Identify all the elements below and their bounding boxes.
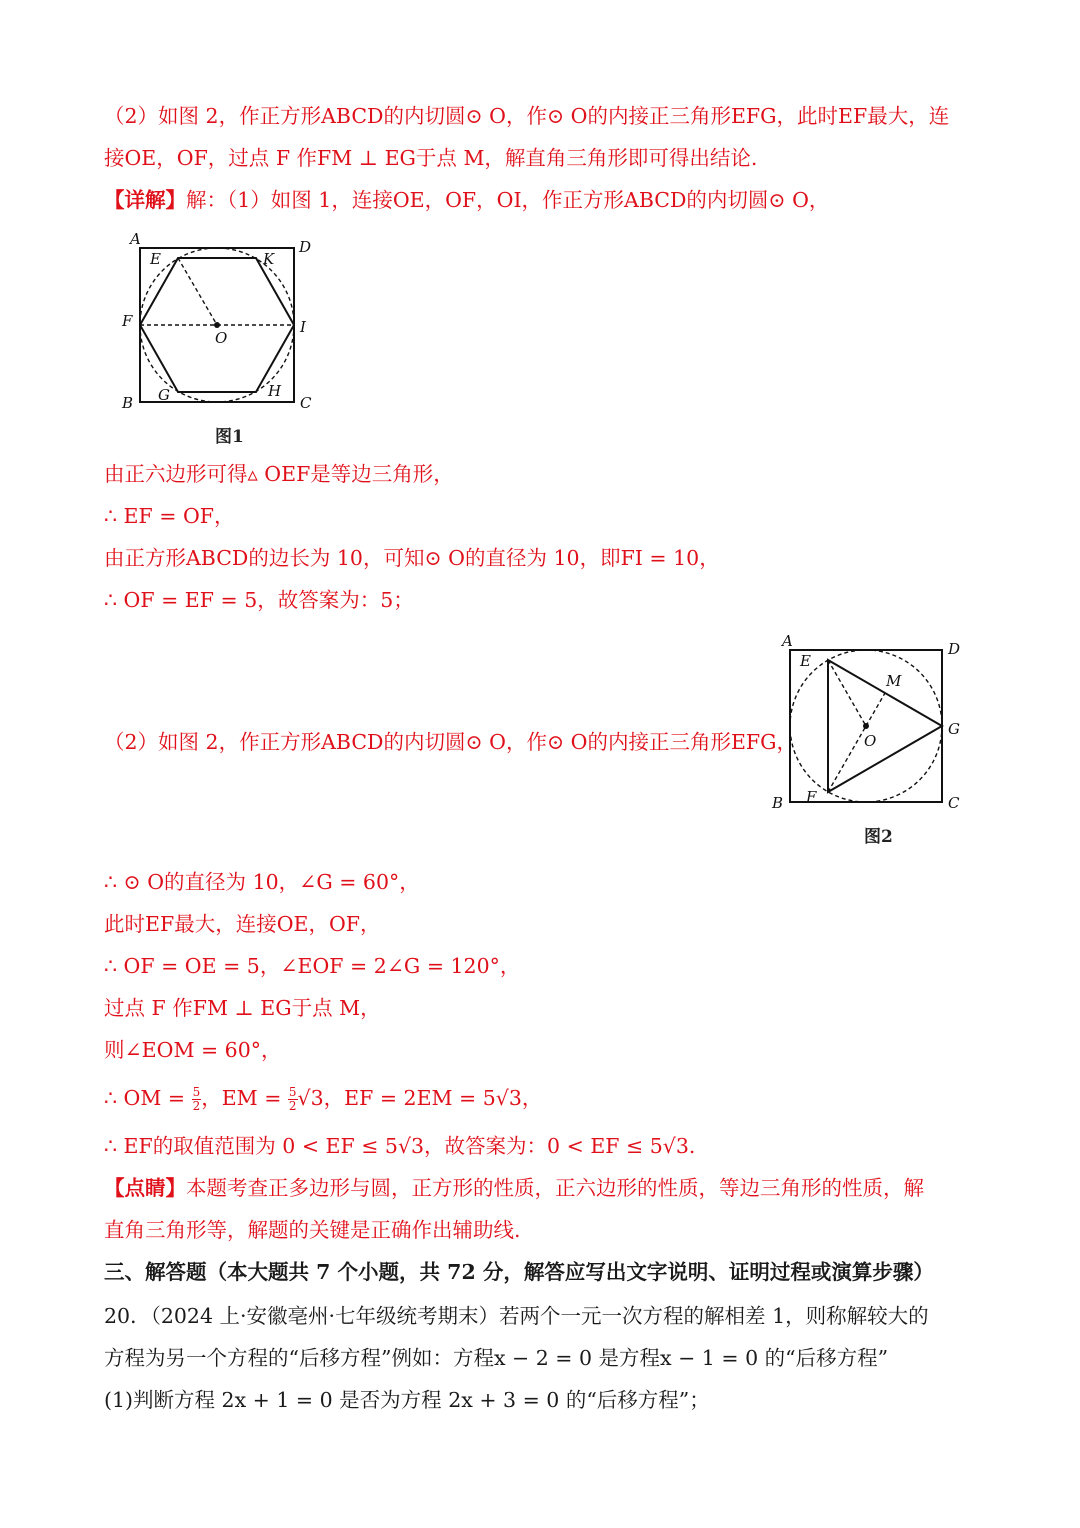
fig1-label-k: K — [263, 250, 275, 268]
figure-2-triangle-in-square — [770, 630, 980, 815]
figure-1-caption: 图1 — [215, 427, 244, 447]
fig2-label-e: E — [800, 652, 811, 670]
solution-line-5: ∴ EF = OF， — [104, 504, 235, 528]
solution-line-14 — [104, 1084, 542, 1113]
figure-2-caption: 图2 — [864, 827, 893, 847]
question-20-line-1: 20．（2024 上·安徽亳州·七年级统考期末）若两个一元一次方程的解相差 1，则称解较大的 — [104, 1304, 929, 1328]
fig1-label-f: F — [122, 312, 133, 330]
comment-tag: 【点睛】 — [104, 1176, 186, 1200]
comment-text: 本题考查正多边形与圆，正方形的性质，正六边形的性质，等边三角形的性质，解 — [186, 1176, 924, 1200]
solution-line-2: 接OE，OF，过点 F 作FM ⊥ EG于点 M，解直角三角形即可得出结论. — [104, 146, 758, 170]
figure-1-hexagon-in-square — [118, 226, 328, 416]
solution-line-16 — [104, 1174, 924, 1202]
solution-line-6: 由正方形ABCD的边长为 10，可知⊙ O的直径为 10，即FI = 10， — [104, 546, 720, 570]
solution-line-17: 直角三角形等，解题的关键是正确作出辅助线. — [104, 1218, 521, 1242]
fig2-label-f: F — [806, 788, 817, 806]
fig1-label-h: H — [268, 382, 282, 400]
fig2-label-c: C — [948, 794, 960, 812]
detail-text: 解：（1）如图 1，连接OE，OF，OI，作正方形ABCD的内切圆⊙ O， — [186, 188, 830, 212]
fig1-label-e: E — [150, 250, 161, 268]
solution-line-8: （2）如图 2，作正方形ABCD的内切圆⊙ O，作⊙ O的内接正三角形EFG， — [104, 730, 798, 754]
solution-line-12: 过点 F 作FM ⊥ EG于点 M， — [104, 996, 381, 1020]
fig2-label-b: B — [772, 794, 784, 812]
frac2-num: 5 — [288, 1085, 297, 1099]
frac2-den: 2 — [288, 1099, 297, 1113]
solution-line-4: 由正六边形可得▵ OEF是等边三角形， — [104, 462, 454, 486]
solution-line-3 — [104, 186, 829, 214]
fig2-label-a: A — [782, 632, 793, 650]
fig2-label-g: G — [948, 720, 960, 738]
om-label: ∴ OM = — [104, 1086, 192, 1110]
fig2-label-d: D — [948, 640, 961, 658]
solution-line-10: 此时EF最大，连接OE，OF， — [104, 912, 381, 936]
solution-line-1: （2）如图 2，作正方形ABCD的内切圆⊙ O，作⊙ O的内接正三角形EFG，此时EF最大，连 — [104, 104, 950, 128]
solution-line-11: ∴ OF = OE = 5，∠EOF = 2∠G = 120°， — [104, 954, 521, 978]
frac1-den: 2 — [192, 1099, 201, 1113]
frac1-num: 5 — [192, 1085, 201, 1099]
fig1-label-c: C — [300, 394, 312, 412]
solution-line-13: 则∠EOM = 60°， — [104, 1038, 282, 1062]
ef-value: √3，EF = 2EM = 5√3， — [297, 1086, 543, 1110]
em-label: ，EM = — [201, 1086, 288, 1110]
fig2-label-o: O — [864, 732, 877, 750]
fig1-label-d: D — [299, 238, 312, 256]
section-heading: 三、解答题（本大题共 7 个小题，共 72 分，解答应写出文字说明、证明过程或演算步骤） — [104, 1260, 934, 1284]
fig1-label-b: B — [122, 394, 134, 412]
fig2-label-m: M — [886, 672, 902, 690]
fig1-label-a: A — [130, 230, 141, 248]
question-20-part-1: (1)判断方程 2x + 1 = 0 是否为方程 2x + 3 = 0 的“后移方程”； — [104, 1388, 710, 1412]
solution-line-9: ∴ ⊙ O的直径为 10，∠G = 60°， — [104, 870, 420, 894]
question-20-line-2: 方程为另一个方程的“后移方程”例如：方程x − 2 = 0 是方程x − 1 = 0 的“后移方程” — [104, 1346, 889, 1370]
fig1-label-o: O — [215, 329, 228, 347]
solution-line-7: ∴ OF = EF = 5，故答案为：5； — [104, 588, 414, 612]
detail-tag: 【详解】 — [104, 188, 186, 212]
solution-line-15: ∴ EF的取值范围为 0 < EF ≤ 5√3，故答案为：0 < EF ≤ 5√3. — [104, 1134, 696, 1158]
fig1-label-i: I — [300, 318, 306, 336]
fig1-label-g: G — [158, 386, 170, 404]
